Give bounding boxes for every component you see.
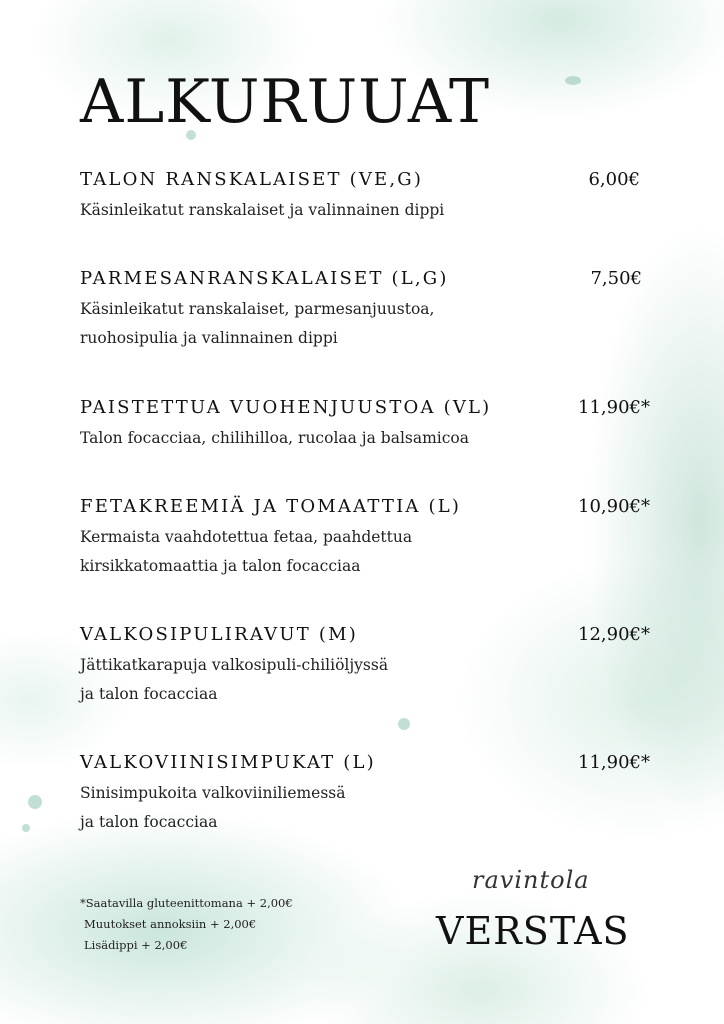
menu-item [80,623,650,709]
watercolor-dot [565,76,581,85]
menu-item-price: 10,90€* [578,496,650,517]
menu-item-name: VALKOSIPULIRAVUT (M) [80,624,358,645]
description-line: kirsikkatomaattia ja talon focacciaa [80,557,361,575]
menu-item-price: 11,90€* [578,397,650,418]
logo-main-text: VERSTAS [436,909,630,953]
menu-item-description [80,651,650,709]
footnote-gluten-free: *Saatavilla gluteenittomana + 2,00€ [80,896,293,910]
watercolor-dot [22,824,30,832]
description-line: Talon focacciaa, chilihilloa, rucolaa ja balsamicoa [80,429,470,447]
menu-item-name: TALON RANSKALAISET (VE,G) [80,169,424,190]
description-line: Sinisimpukoita valkoviiniliemessä [80,784,346,802]
description-line: ja talon focacciaa [80,685,218,703]
menu-item-name: VALKOVIINISIMPUKAT (L) [80,752,376,773]
footnotes [80,893,293,956]
menu-item-description [80,424,650,453]
menu-item [80,267,650,353]
menu-item-price: 7,50€ [590,268,642,289]
description-line: Jättikatkarapuja valkosipuli-chiliöljyssä [80,656,389,674]
menu-item-description [80,295,650,353]
description-line: ruohosipulia ja valinnainen dippi [80,329,338,347]
menu-item-price: 12,90€* [578,624,650,645]
menu-item [80,168,650,225]
menu-item-name: PARMESANRANSKALAISET (L,G) [80,268,449,289]
menu-item [80,751,650,837]
menu-item-name: PAISTETTUA VUOHENJUUSTOA (VL) [80,397,492,418]
menu-item-name: FETAKREEMIÄ JA TOMAATTIA (L) [80,496,462,517]
menu-item-description [80,779,650,837]
watercolor-dot [28,795,42,809]
logo-script-text: ravintola [472,866,590,894]
page-title: ALKURUUAT [80,67,490,137]
description-line: Käsinleikatut ranskalaiset ja valinnainen dippi [80,201,445,219]
footnote-modifications: Muutokset annoksiin + 2,00€ [84,917,257,931]
menu-item-price: 6,00€ [588,169,640,190]
menu-item-description [80,523,650,581]
description-line: Käsinleikatut ranskalaiset, parmesanjuustoa, [80,300,435,318]
menu-item-price: 11,90€* [578,752,650,773]
menu-item-description [80,196,650,225]
footnote-extra-dip: Lisädippi + 2,00€ [84,938,188,952]
description-line: ja talon focacciaa [80,813,218,831]
watercolor-dot [398,718,410,730]
description-line: Kermaista vaahdotettua fetaa, paahdettua [80,528,413,546]
menu-item [80,495,650,581]
menu-item [80,396,650,453]
